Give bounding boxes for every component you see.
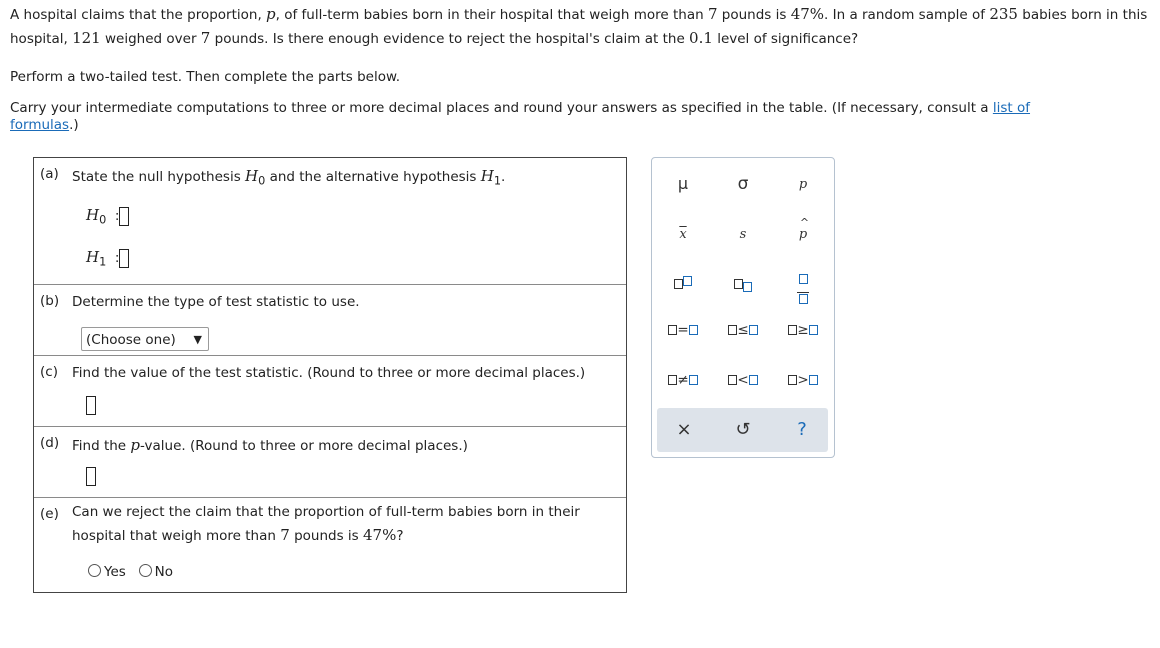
- part-e-prompt: Can we reject the claim that the proportion of full-term babies born in their hospital that weigh more than 7 pounds is 47%?: [72, 504, 580, 544]
- superscript-box-icon: [683, 276, 692, 286]
- formulas-link[interactable]: list of formulas: [10, 100, 1031, 133]
- null-hypothesis-row: $H_0$ :: [86, 206, 129, 227]
- clear-icon[interactable]: ×: [676, 419, 692, 440]
- superscript-key[interactable]: [658, 270, 708, 298]
- mu-key[interactable]: μ: [677, 174, 689, 193]
- numerator-box-icon: [799, 274, 808, 284]
- xbar-key[interactable]: $\overline{x}$: [679, 227, 687, 242]
- part-a-label: (a): [40, 166, 59, 182]
- yes-option[interactable]: Yes: [88, 564, 126, 580]
- part-b-prompt: Determine the type of test statistic to use.: [72, 294, 360, 310]
- equals-key[interactable]: =: [658, 316, 708, 344]
- fraction-key[interactable]: [778, 270, 828, 298]
- alt-hypothesis-input[interactable]: [119, 249, 129, 268]
- less-equal-key[interactable]: ≤: [718, 316, 768, 344]
- part-b-label: (b): [40, 293, 60, 309]
- part-d-label: (d): [40, 435, 60, 451]
- symbol-palette: [651, 157, 835, 458]
- part-a-prompt: State the null hypothesis $H_0$ and the alternative hypothesis $H_1$.: [72, 167, 506, 188]
- part-d: [34, 427, 626, 498]
- sigma-key[interactable]: σ: [737, 174, 749, 194]
- less-than-key[interactable]: <: [718, 366, 768, 394]
- part-c: [34, 356, 626, 427]
- part-c-label: (c): [40, 364, 58, 380]
- test-statistic-select[interactable]: (Choose one) ▼: [81, 327, 209, 351]
- p-value-input[interactable]: [86, 467, 96, 486]
- undo-icon[interactable]: ↺: [735, 419, 751, 440]
- phat-key[interactable]: ^ p: [798, 216, 810, 242]
- subscript-key[interactable]: [718, 270, 768, 298]
- yes-radio[interactable]: [88, 564, 101, 577]
- parts-table: [33, 157, 627, 593]
- p-key[interactable]: p: [798, 177, 808, 192]
- test-statistic-input[interactable]: [86, 396, 96, 415]
- not-equal-key[interactable]: ≠: [658, 366, 708, 394]
- base-box-icon: [674, 279, 683, 289]
- null-hypothesis-input[interactable]: [119, 207, 129, 226]
- reject-choice: [88, 564, 173, 580]
- part-a: [34, 158, 626, 285]
- part-d-prompt: Find the p-value. (Round to three or more decimal places.): [72, 436, 468, 454]
- subscript-box-icon: [743, 282, 752, 292]
- denominator-box-icon: [799, 294, 808, 304]
- s-key[interactable]: s: [739, 227, 747, 242]
- greater-than-key[interactable]: >: [778, 366, 828, 394]
- part-c-prompt: Find the value of the test statistic. (Round to three or more decimal places.): [72, 365, 586, 381]
- help-icon[interactable]: ?: [797, 419, 807, 440]
- palette-action-bar: [657, 408, 828, 452]
- greater-equal-key[interactable]: ≥: [778, 316, 828, 344]
- chevron-down-icon: ▼: [193, 333, 202, 346]
- part-e-label: (e): [40, 506, 59, 522]
- instruction-two-tailed: Perform a two-tailed test. Then complete the parts below.: [10, 69, 401, 85]
- no-radio[interactable]: [139, 564, 152, 577]
- instruction-rounding: Carry your intermediate computations to three or more decimal places and round your answers as specified in the table. (If necessary, consult a list of formulas.): [10, 100, 1031, 133]
- alt-hypothesis-row: $H_1$ :: [86, 248, 129, 269]
- part-b: [34, 285, 626, 356]
- no-option[interactable]: No: [139, 564, 173, 580]
- part-e: [34, 498, 626, 592]
- base-box-icon: [734, 279, 743, 289]
- question-text: A hospital claims that the proportion, p, of full-term babies born in their hospital that weigh more than 7 pounds is 47%. In a random sample of 235 babies born in this hospital, 121 weighed over 7 pounds. Is there enough evidence to reject the hospital's claim at the 0.1 level of significance?: [10, 5, 1148, 47]
